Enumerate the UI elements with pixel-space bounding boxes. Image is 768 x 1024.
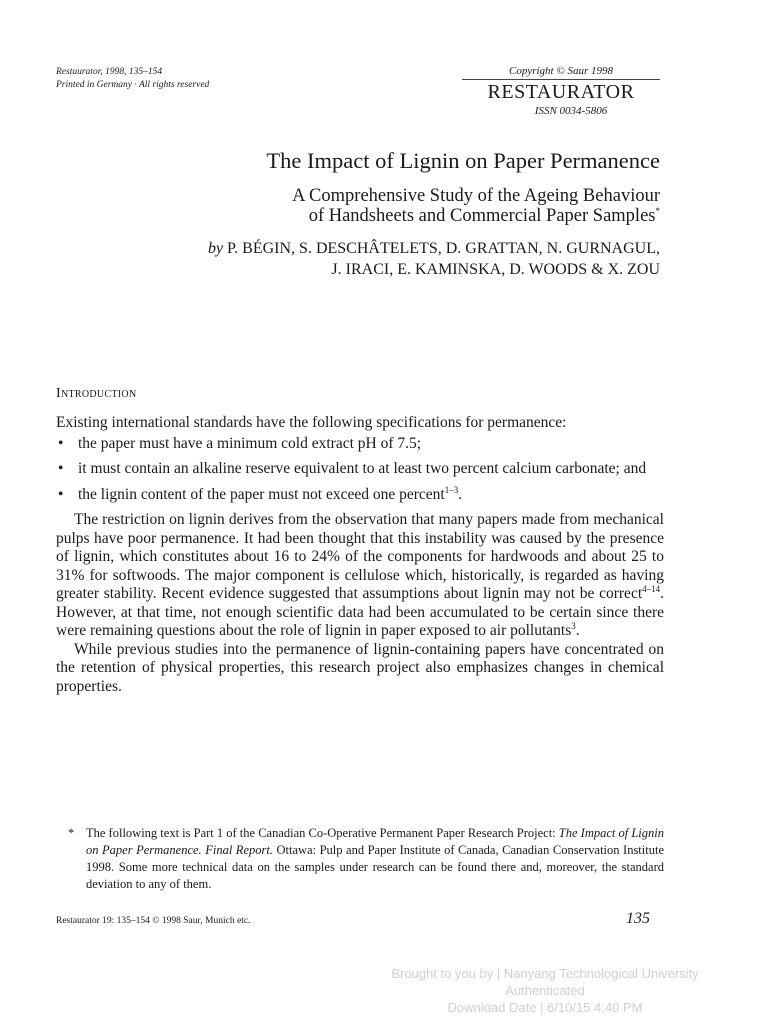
citation-line: Restaurator, 1998, 135–154 xyxy=(56,67,163,77)
authors-line-1-text: P. BÉGIN, S. DESCHÂTELETS, D. GRATTAN, N. GURNAGUL, xyxy=(227,240,660,257)
list-item-text: the lignin content of the paper must not exceed one percent xyxy=(78,485,445,503)
authors-line-1 xyxy=(56,238,660,259)
journal-masthead xyxy=(462,64,660,118)
article-body xyxy=(56,414,664,696)
copyright-line: Copyright © Saur 1998 xyxy=(462,64,660,80)
list-item xyxy=(56,486,664,505)
list-item xyxy=(56,460,664,479)
reference-superscript: 1–3 xyxy=(444,484,459,495)
issn-line: ISSN 0034-5806 xyxy=(534,105,608,117)
intro-paragraph: Existing international standards have the following specifications for permanence: xyxy=(56,414,567,431)
reference-superscript: 3 xyxy=(571,620,576,631)
page-number: 135 xyxy=(626,910,650,927)
list-item-text: the paper must have a minimum cold extract pH of 7.5; xyxy=(78,434,422,452)
printed-line: Printed in Germany · All rights reserved xyxy=(56,80,210,90)
footer-source: Restaurator 19: 135–154 © 1998 Saur, Munich etc. xyxy=(56,916,251,926)
bullet-icon: • xyxy=(58,460,64,477)
footnote-part-1: The following text is Part 1 of the Canadian Co-Operative Permanent Paper Research Project: xyxy=(86,826,559,840)
section-heading: Introduction xyxy=(56,386,137,401)
article-title: The Impact of Lignin on Paper Permanence xyxy=(266,148,660,173)
paragraph-text: The restriction on lignin derives from the observation that many papers made from mechanical pulps have poor permanence. It had been thought that this instability was caused by the presence of lignin, which constitutes about 16 to 24% of the components for hardwoods and about 25 to 31% for softwoods. The major component is cellulose which, historically, is regarded as having greater stability. Recent evidence suggested that assumptions about lignin may not be correct xyxy=(56,511,664,602)
list-item xyxy=(56,435,664,454)
footnote-mark: * xyxy=(68,826,75,840)
specification-list xyxy=(56,435,664,505)
watermark-line-1: Brought to you by | Nanyang Technological University xyxy=(391,966,699,981)
subtitle-footnote-mark: * xyxy=(655,205,660,216)
subtitle-line-2-text: of Handsheets and Commercial Paper Samples xyxy=(308,206,656,226)
author-list xyxy=(56,238,660,280)
subtitle-line-1: A Comprehensive Study of the Ageing Behaviour xyxy=(292,186,660,206)
body-paragraph-2 xyxy=(56,511,664,641)
list-item-text: it must contain an alkaline reserve equivalent to at least two percent calcium carbonate; and xyxy=(78,460,647,477)
journal-citation-block xyxy=(56,66,209,92)
reference-superscript: 4–14 xyxy=(642,583,661,594)
bullet-icon: • xyxy=(58,485,64,503)
watermark-line-3: Download Date | 6/10/15 4:40 PM xyxy=(447,1000,643,1015)
by-label: by xyxy=(207,240,224,257)
watermark-line-2: Authenticated xyxy=(505,983,585,998)
bullet-icon: • xyxy=(58,434,64,452)
article-subtitle xyxy=(56,186,660,226)
footnote-part-2: Ottawa: Pulp and Paper Institute of Canada, Canadian Conservation Institute 1998. Some more technical data on the samples under research can be found there and, moreover, the standard deviation to any of them. xyxy=(86,843,664,891)
subtitle-line-2 xyxy=(56,206,660,226)
journal-name: RESTAURATOR xyxy=(487,81,635,103)
authors-line-2: J. IRACI, E. KAMINSKA, D. WOODS & X. ZOU xyxy=(331,261,660,278)
footnote xyxy=(56,825,664,893)
download-watermark xyxy=(330,965,760,1016)
footnote-text xyxy=(86,825,664,893)
body-paragraph-3: While previous studies into the permanence of lignin-containing papers have concentrated on the retention of physical properties, this research project also emphasizes changes in chemical properties. xyxy=(56,640,664,695)
paragraph-text: . However, at that time, not enough scientific data had been accumulated to be certain since there were remaining questions about the role of lignin in paper exposed to air pollutants xyxy=(56,585,664,639)
list-item-end: . xyxy=(458,485,463,503)
paragraph-text: . xyxy=(575,622,580,639)
footnote-report-title: The Impact of Lignin on Paper Permanence. Final Report. xyxy=(86,826,664,857)
